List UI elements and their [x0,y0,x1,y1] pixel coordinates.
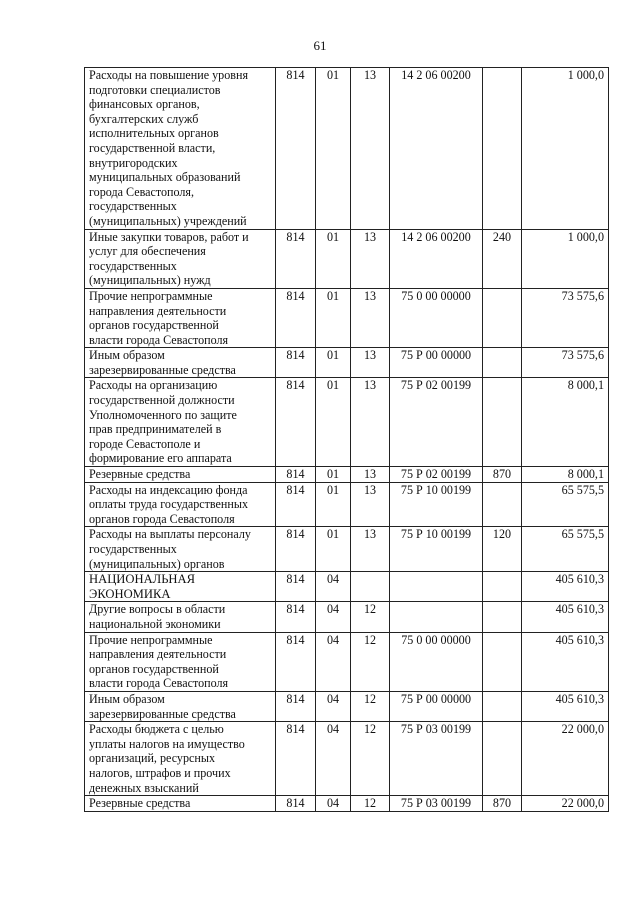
subsection-code-cell [351,572,390,602]
subsection-code-cell: 13 [351,229,390,288]
amount-cell: 73 575,6 [522,288,609,347]
expense-type-cell: 870 [483,467,522,483]
expense-type-cell: 120 [483,527,522,572]
table-row [85,467,609,483]
description-cell: Расходы на организацию государственной должности Уполномоченного по защите прав предпринимателей в городе Севастополе и формирование его аппарата [85,378,276,467]
expense-type-cell [483,378,522,467]
description-cell: НАЦИОНАЛЬНАЯ ЭКОНОМИКА [85,572,276,602]
department-code-cell: 814 [276,572,316,602]
table-row [85,68,609,230]
subsection-code-cell: 13 [351,482,390,527]
subsection-code-cell: 12 [351,632,390,691]
department-code-cell: 814 [276,722,316,796]
department-code-cell: 814 [276,632,316,691]
table-row [85,527,609,572]
amount-cell: 405 610,3 [522,572,609,602]
target-article-cell: 75 Р 00 00000 [390,348,483,378]
target-article-cell [390,602,483,632]
description-cell: Другие вопросы в области национальной экономики [85,602,276,632]
subsection-code-cell: 12 [351,691,390,721]
amount-cell: 65 575,5 [522,527,609,572]
amount-cell: 8 000,1 [522,378,609,467]
subsection-code-cell: 12 [351,722,390,796]
department-code-cell: 814 [276,68,316,230]
target-article-cell: 75 Р 10 00199 [390,527,483,572]
budget-table [84,67,609,812]
target-article-cell: 75 Р 10 00199 [390,482,483,527]
target-article-cell: 75 Р 02 00199 [390,467,483,483]
expense-type-cell [483,348,522,378]
department-code-cell: 814 [276,229,316,288]
section-code-cell: 01 [316,348,351,378]
department-code-cell: 814 [276,348,316,378]
section-code-cell: 04 [316,722,351,796]
target-article-cell [390,572,483,602]
section-code-cell: 01 [316,68,351,230]
subsection-code-cell: 13 [351,68,390,230]
amount-cell: 8 000,1 [522,467,609,483]
table-row [85,378,609,467]
subsection-code-cell: 13 [351,288,390,347]
table-row [85,691,609,721]
description-cell: Резервные средства [85,796,276,812]
amount-cell: 405 610,3 [522,602,609,632]
table-row [85,229,609,288]
expense-type-cell: 870 [483,796,522,812]
section-code-cell: 01 [316,467,351,483]
description-cell: Иным образом зарезервированные средства [85,691,276,721]
department-code-cell: 814 [276,378,316,467]
description-cell: Резервные средства [85,467,276,483]
section-code-cell: 01 [316,527,351,572]
section-code-cell: 01 [316,378,351,467]
amount-cell: 1 000,0 [522,229,609,288]
description-cell: Расходы на выплаты персоналу государственных (муниципальных) органов [85,527,276,572]
section-code-cell: 01 [316,482,351,527]
description-cell: Расходы на индексацию фонда оплаты труда государственных органов города Севастополя [85,482,276,527]
budget-table-body [85,68,609,812]
expense-type-cell [483,691,522,721]
department-code-cell: 814 [276,467,316,483]
table-row [85,482,609,527]
target-article-cell: 75 Р 03 00199 [390,722,483,796]
table-row [85,632,609,691]
description-cell: Расходы на повышение уровня подготовки специалистов финансовых органов, бухгалтерских служб исполнительных органов государственной власти, внутригородских муниципальных образований города Севастополя, государственных (муниципальных) учреждений [85,68,276,230]
section-code-cell: 01 [316,288,351,347]
expense-type-cell [483,722,522,796]
description-cell: Расходы бюджета с целью уплаты налогов на имущество организаций, ресурсных налогов, штрафов и прочих денежных взысканий [85,722,276,796]
target-article-cell: 75 0 00 00000 [390,288,483,347]
amount-cell: 65 575,5 [522,482,609,527]
section-code-cell: 04 [316,632,351,691]
department-code-cell: 814 [276,482,316,527]
target-article-cell: 14 2 06 00200 [390,68,483,230]
department-code-cell: 814 [276,691,316,721]
page-number: 61 [313,38,327,53]
description-cell: Иным образом зарезервированные средства [85,348,276,378]
department-code-cell: 814 [276,527,316,572]
section-code-cell: 04 [316,602,351,632]
expense-type-cell [483,68,522,230]
expense-type-cell [483,288,522,347]
amount-cell: 73 575,6 [522,348,609,378]
description-cell: Прочие непрограммные направления деятельности органов государственной власти города Севастополя [85,632,276,691]
target-article-cell: 75 Р 02 00199 [390,378,483,467]
department-code-cell: 814 [276,796,316,812]
subsection-code-cell: 13 [351,348,390,378]
section-code-cell: 04 [316,572,351,602]
amount-cell: 22 000,0 [522,796,609,812]
description-cell: Иные закупки товаров, работ и услуг для обеспечения государственных (муниципальных) нужд [85,229,276,288]
description-cell: Прочие непрограммные направления деятельности органов государственной власти города Севастополя [85,288,276,347]
subsection-code-cell: 13 [351,378,390,467]
target-article-cell: 75 Р 00 00000 [390,691,483,721]
table-row [85,722,609,796]
department-code-cell: 814 [276,288,316,347]
expense-type-cell [483,572,522,602]
subsection-code-cell: 12 [351,796,390,812]
subsection-code-cell: 13 [351,527,390,572]
expense-type-cell [483,602,522,632]
amount-cell: 405 610,3 [522,691,609,721]
section-code-cell: 04 [316,796,351,812]
amount-cell: 1 000,0 [522,68,609,230]
target-article-cell: 75 0 00 00000 [390,632,483,691]
subsection-code-cell: 13 [351,467,390,483]
table-row [85,572,609,602]
target-article-cell: 75 Р 03 00199 [390,796,483,812]
expense-type-cell [483,632,522,691]
department-code-cell: 814 [276,602,316,632]
table-row [85,796,609,812]
subsection-code-cell: 12 [351,602,390,632]
target-article-cell: 14 2 06 00200 [390,229,483,288]
table-row [85,288,609,347]
expense-type-cell [483,482,522,527]
table-row [85,348,609,378]
expense-type-cell: 240 [483,229,522,288]
section-code-cell: 01 [316,229,351,288]
table-row [85,602,609,632]
amount-cell: 405 610,3 [522,632,609,691]
amount-cell: 22 000,0 [522,722,609,796]
section-code-cell: 04 [316,691,351,721]
